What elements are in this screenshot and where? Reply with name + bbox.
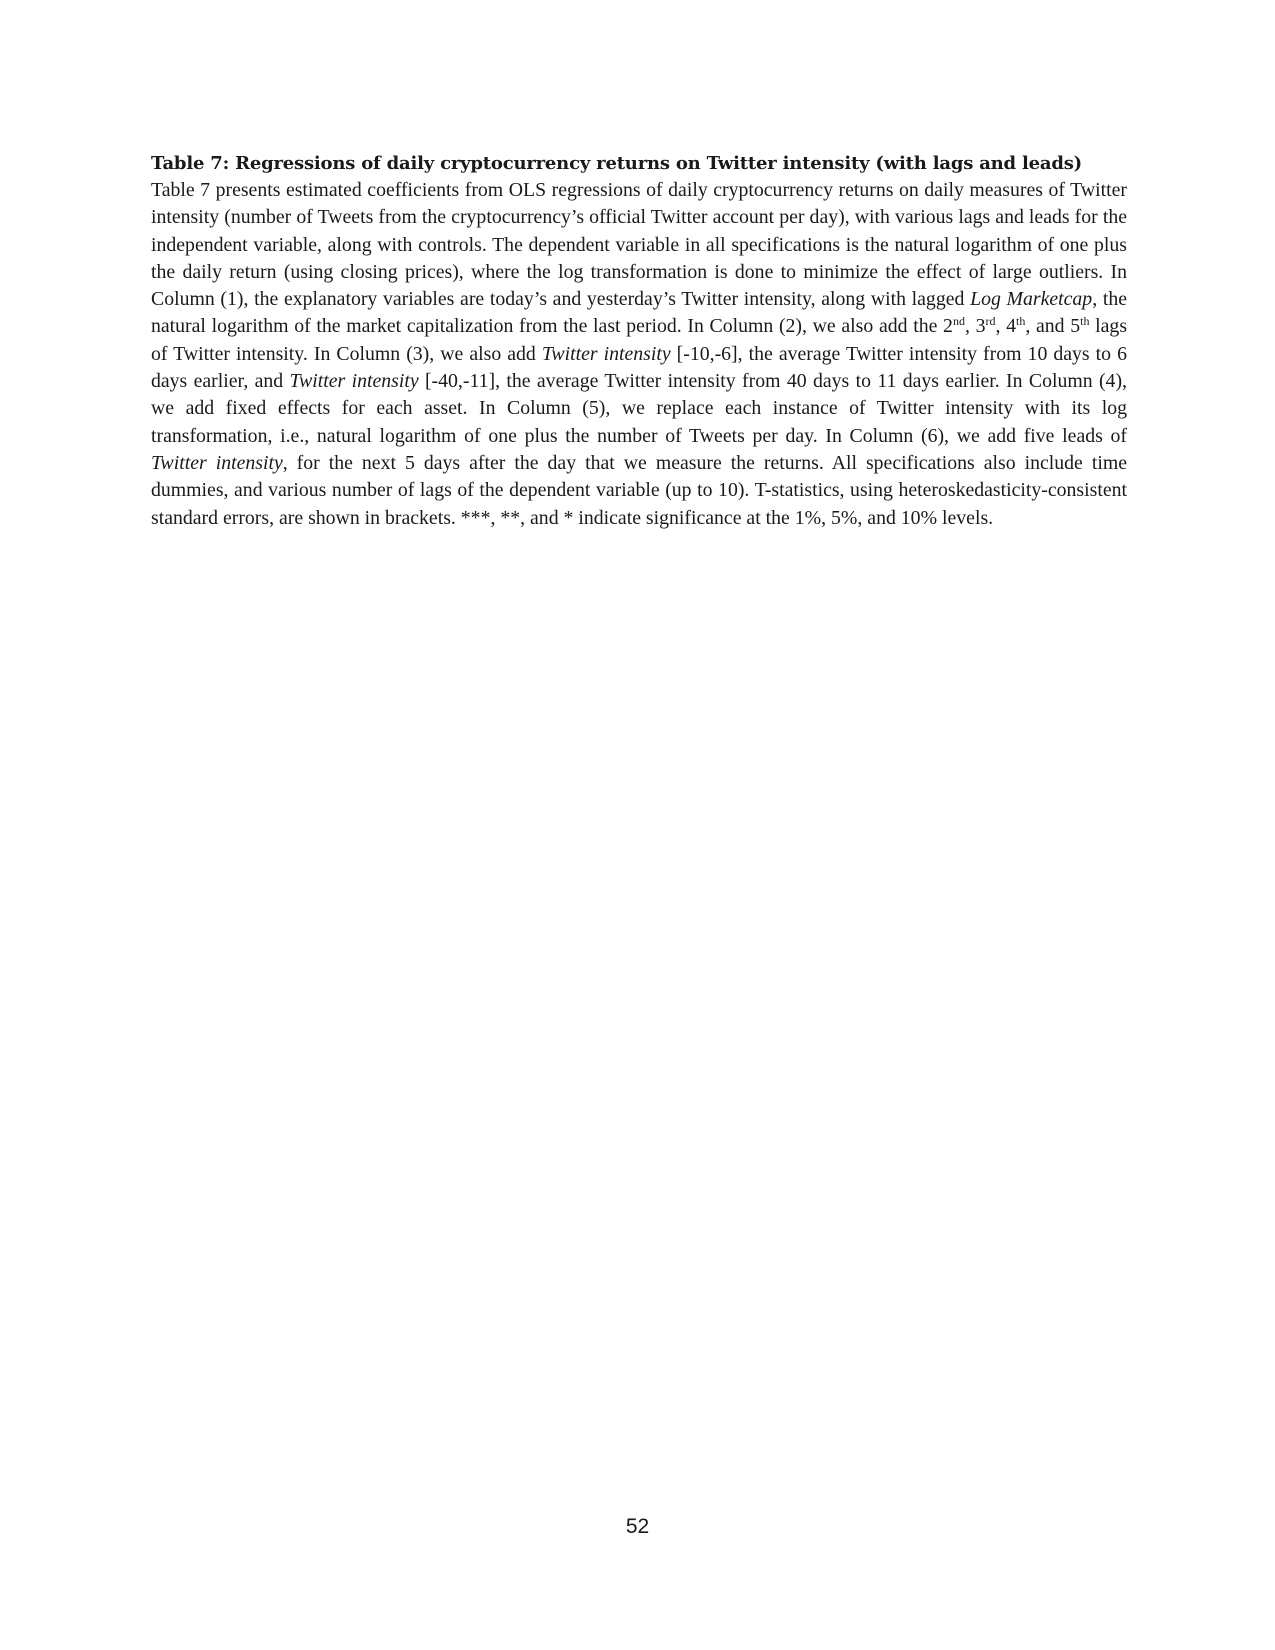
description-text: , 3 <box>964 315 986 338</box>
variable-twitter-intensity: Twitter intensity <box>289 370 419 393</box>
page-number: 52 <box>625 1515 650 1538</box>
description-text: lags of Twitter intensity. In Column (3), we also add <box>151 315 1128 365</box>
description-text: Table 7 presents estimated coefficients from OLS regressions of daily cryptocurrency returns on daily measures of Twitter intensity (number of Tweets from the cryptocurrency’s official Twitter account per day), with various lags and leads for the independent variable, along with controls. The dependent variable in all specifications is the natural logarithm of one plus the daily return (using closing prices), where the log transformation is done to minimize the effect of large outliers. In Column (1), the explanatory variables are today’s and yesterday’s Twitter intensity, along with lagged <box>151 179 1127 311</box>
table-title: Table 7: Regressions of daily cryptocurrency returns on Twitter intensity (with lags and leads) <box>151 153 1082 174</box>
description-text: , for the next 5 days after the day that we measure the returns. All specifications also include time dummies, and various number of lags of the dependent variable (up to 10). T-statistics, using heteroskedasticity-consistent standard errors, are shown in brackets. ***, **, and * indicate significance at the 1%, 5%, and 10% levels. <box>151 451 1127 529</box>
description-text: [-40,-11], the average Twitter intensity from 40 days to 11 days earlier. In Column (4), we add fixed effects for each asset. In Column (5), we replace each instance of Twitter intensity with its log transformation, i.e., natural logarithm of one plus the number of Tweets per day. In Column (6), we add five leads of <box>151 370 1127 447</box>
table-caption <box>151 150 1127 532</box>
ordinal-suffix: th <box>1080 314 1090 329</box>
table-description <box>151 177 1127 532</box>
ordinal-suffix: nd <box>952 314 965 329</box>
description-text: , and 5 <box>1025 315 1081 338</box>
variable-twitter-intensity: Twitter intensity <box>151 451 283 474</box>
variable-log-marketcap: Log Marketcap <box>970 288 1093 311</box>
ordinal-suffix: rd <box>985 314 996 329</box>
description-text: , the natural logarithm of the market capitalization from the last period. In Column (2), we also add the 2 <box>151 288 1127 338</box>
description-text: [-10,-6], the average Twitter intensity from 10 days to 6 days earlier, and <box>151 342 1127 393</box>
ordinal-suffix: th <box>1016 314 1026 329</box>
description-text: , 4 <box>995 315 1016 338</box>
variable-twitter-intensity: Twitter intensity <box>541 342 671 365</box>
